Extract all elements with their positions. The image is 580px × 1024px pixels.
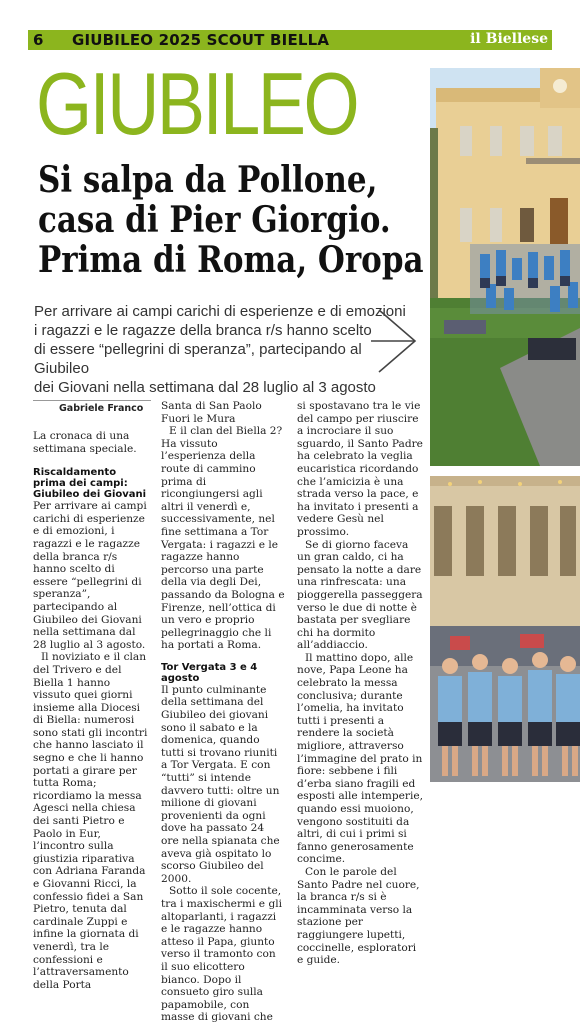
subheading: Riscaldamento prima dei campi: Giubileo dei Giovani [33,467,147,501]
page-title: GIUBILEO [36,54,358,153]
photo-villa-scouts [430,68,580,466]
standfirst-line: Per arrivare ai campi carichi di esperienze e di emozioni [34,303,406,320]
headline-line: Prima di Roma, Oropa [38,239,424,281]
paragraph: Il mattino dopo, alle nove, Papa Leone ha celebrato la messa conclusiva; durante l’omelia, ha invitato tutti i presenti a rendere la società migliore, attraverso l’immagine del prato in fiore: sebbene i fili d’erba siano fragili ed esposti alle intemperie, quando essi muoiono, vengono sostituiti da altri, di cui i primi si fanno generosamente concime. [297,651,423,866]
standfirst-line: di essere “pellegrini di speranza”, partecipando al Giubileo [34,341,362,377]
byline: Gabriele Franco [33,400,151,414]
paragraph: si spostavano tra le vie del campo per riuscire a incrociare il suo sguardo, il Santo Padre ha celebrato la veglia eucaristica ricordando che l’amicizia è una strada verso la pace, e ha invitato i presenti a vedere Gesù nel prossimo. [297,400,423,538]
paragraph: Con le parole del Santo Padre nel cuore, la branca r/s si è incamminata verso la stazione per raggiungere lupetti, coccinelle, esploratori e guide. [297,865,420,967]
page-number: 6 [33,31,44,49]
paragraph: Il punto culminante della settimana del Giubileo dei giovani sono il sabato e la domenica, quando tutti si trovano riuniti a Tor Vergata. E con “tutti” si intende davvero tutti: oltre un milione di giovani provenienti da ogni dove ha passato 24 ore nella spianata che aveva già ospitato lo scorso Giubileo del 2000. [161,683,280,885]
newspaper-brand: il Biellese [470,31,548,47]
lead-paragraph: La cronaca di una settimana speciale. [33,430,137,455]
standfirst-line: i ragazzi e le ragazze della branca r/s hanno scelto [34,322,372,339]
page-header-bar [28,30,552,50]
section-title: GIUBILEO 2025 SCOUT BIELLA [72,31,330,49]
headline [38,160,424,280]
paragraph: Per arrivare ai campi carichi di esperienze e di emozioni, i ragazzi e le ragazze della branca r/s hanno scelto di essere “pellegrini di speranza”, partecipando al Giubileo dei Giovani nella settimana dal 28 luglio al 3 agosto. [33,500,147,651]
paragraph: Sotto il sole cocente, tra i maxischermi e gli altoparlanti, i ragazzi e le ragazze hanno atteso il Papa, giunto verso il tramonto con il suo elicottero bianco. Dopo il consueto giro sulla papamobile, con masse di giovani che [161,885,283,1024]
article-column-1 [33,400,151,991]
headline-line: casa di Pier Giorgio. [38,199,391,241]
standfirst [34,302,414,397]
article-column-2 [161,400,285,1024]
standfirst-line: dei Giovani nella settimana dal 28 luglio al 3 agosto [34,379,376,396]
article-column-3 [297,400,423,967]
paragraph: Il noviziato e il clan del Trivero e del Biella 1 hanno vissuto quei giorni insieme alla Diocesi di Biella: numerosi sono stati gli incontri che hanno lasciato il segno e che li hanno portati a girare per tutta Roma; ricordiamo la messa Agesci nella chiesa dei santi Pietro e Paolo in Eur, l’incontro sulla giustizia riparativa con Adriana Faranda e Giovanni Ricci, la confessio fidei a San Pietro, tenuta dal cardinale Zuppi e infine la giornata di venerdì, tra le confessioni e l’attraversamento della Porta [33,651,148,991]
arrow-right-icon [371,306,421,376]
photo-scouts-rome [430,476,580,782]
paragraph: Santa di San Paolo Fuori le Mura [161,400,262,425]
paragraph: E il clan del Biella 2? Ha vissuto l’esperienza della route di cammino prima di ricongiungersi agli altri il venerdì e, successivamente, nel fine settimana a Tor Vergata: i ragazzi e le ragazze hanno percorso una parte della via degli Dei, passando da Bologna e Firenze, nell’ottica di un vero e proprio pellegrinaggio che li ha portati a Roma. [161,425,285,652]
headline-line: Si salpa da Pollone, [38,159,378,201]
subheading: Tor Vergata 3 e 4 agosto [161,661,258,684]
paragraph: Se di giorno faceva un gran caldo, ci ha pensato la notte a dare una rinfrescata: una pioggerella passeggera verso le due di notte è bastata per svegliare chi ha dormito all’addiaccio. [297,538,423,652]
